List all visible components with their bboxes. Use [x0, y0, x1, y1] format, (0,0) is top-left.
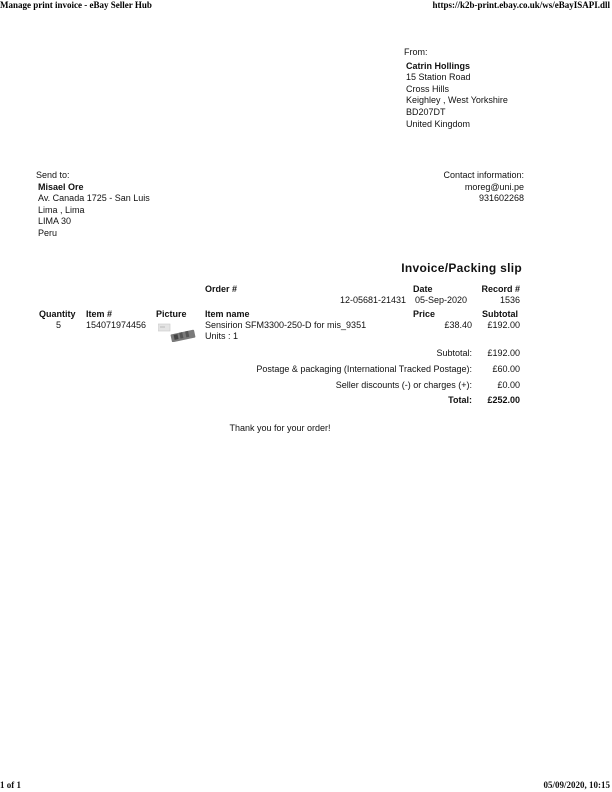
- from-label: From:: [404, 47, 428, 57]
- order-date: 05-Sep-2020: [415, 295, 468, 305]
- send-to-name: Misael Ore: [38, 181, 84, 192]
- item-picture[interactable]: [158, 320, 198, 342]
- quantity-header: Quantity: [39, 309, 76, 319]
- from-address-line: United Kingdom: [406, 118, 471, 129]
- from-block: [404, 47, 508, 130]
- contact-phone: 931602268: [478, 193, 524, 204]
- picture-header: Picture: [156, 309, 187, 319]
- date-header: Date: [413, 284, 433, 294]
- subtotal-header: Subtotal: [482, 309, 518, 319]
- item-number-header: Item #: [86, 309, 113, 319]
- from-address-line: Cross Hills: [406, 83, 450, 94]
- item-name-header: Item name: [205, 309, 250, 319]
- item-quantity: 5: [56, 320, 62, 330]
- contact-email: moreg@uni.pe: [464, 181, 524, 192]
- send-to-address-line: Av. Canada 1725 - San Luis: [38, 193, 150, 204]
- print-header-url[interactable]: https://k2b-print.ebay.co.uk/ws/eBayISAPI.dll: [432, 0, 610, 10]
- order-number: 12-05681-21431: [339, 295, 406, 305]
- send-to-label: Send to:: [36, 170, 70, 180]
- postage-value: £60.00: [492, 364, 520, 374]
- thank-you-message: Thank you for your order!: [229, 423, 331, 433]
- item-number[interactable]: 154071974456: [86, 320, 147, 330]
- send-to-block: [36, 170, 150, 240]
- print-footer-page-count: 1 of 1: [0, 780, 21, 790]
- print-footer-timestamp: 05/09/2020, 10:15: [543, 780, 610, 790]
- contact-block: [443, 170, 524, 205]
- record-number: 1536: [499, 295, 520, 305]
- send-to-address-line: Peru: [38, 227, 58, 238]
- discounts-value: £0.00: [497, 380, 520, 390]
- total-value: £252.00: [487, 395, 520, 405]
- record-number-header: Record #: [481, 284, 520, 294]
- sensor-image: [158, 320, 198, 342]
- item-name[interactable]: Sensirion SFM3300-250-D for mis_9351: [205, 320, 367, 330]
- item-subtotal: £192.00: [487, 320, 520, 330]
- discounts-label: Seller discounts (-) or charges (+):: [335, 380, 472, 390]
- print-header-title: Manage print invoice - eBay Seller Hub: [0, 0, 152, 10]
- postage-label: Postage & packaging (International Tracked Postage):: [256, 364, 472, 374]
- total-label: Total:: [448, 395, 472, 405]
- from-address-line: Keighley , West Yorkshire: [406, 95, 508, 106]
- from-address-line: BD207DT: [406, 106, 446, 117]
- contact-label: Contact information:: [443, 170, 524, 180]
- order-number-header: Order #: [205, 284, 238, 294]
- from-name: Catrin Hollings: [406, 60, 471, 71]
- item-units: Units : 1: [205, 331, 239, 341]
- subtotal-label: Subtotal:: [436, 348, 472, 358]
- item-price: £38.40: [444, 320, 472, 330]
- subtotal-value: £192.00: [487, 348, 520, 358]
- send-to-address-line: LIMA 30: [38, 216, 72, 227]
- send-to-address-line: Lima , Lima: [38, 204, 85, 215]
- invoice-title: Invoice/Packing slip: [401, 261, 522, 275]
- price-header: Price: [413, 309, 436, 319]
- from-address-line: 15 Station Road: [406, 72, 471, 83]
